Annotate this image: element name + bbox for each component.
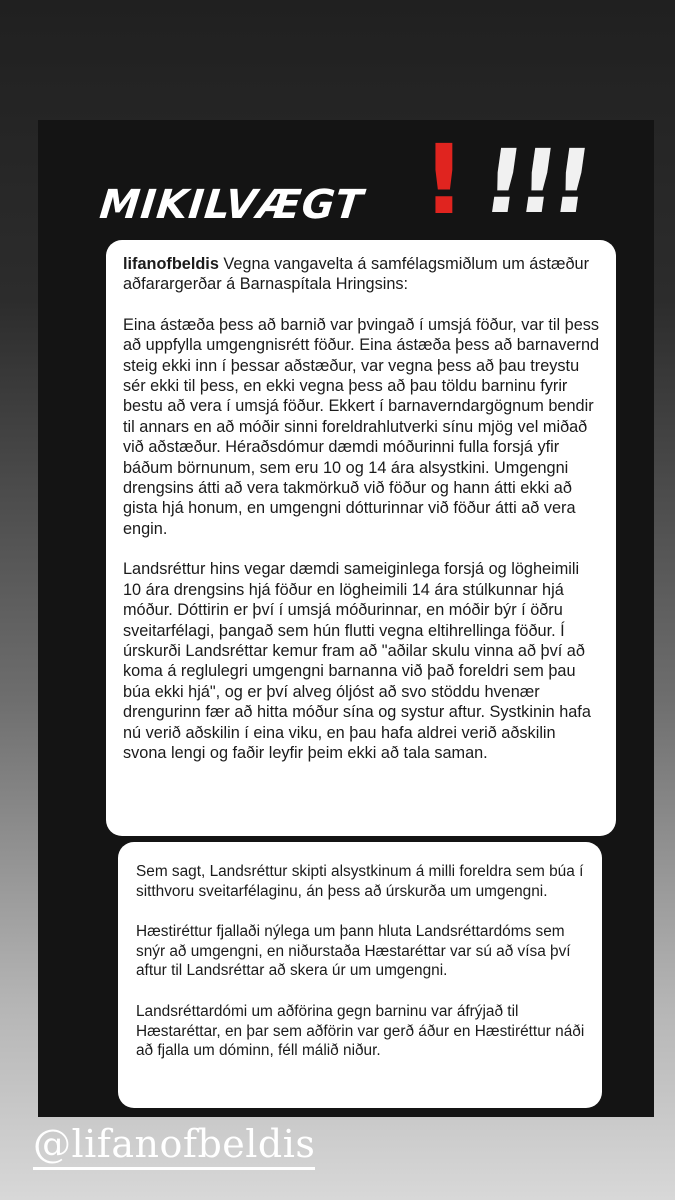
- story-post: [38, 120, 654, 1117]
- mention-sticker[interactable]: @lifanofbeldis: [33, 1122, 315, 1170]
- card2-paragraph-2: Hæstiréttur fjallaði nýlega um þann hluta Landsréttardóms sem snýr að umgengni, en niðurstaða Hæstaréttar var sú að vísa því aftur til Landsréttar að skera úr um umgengni.: [136, 923, 571, 980]
- username: lifanofbeldis: [123, 255, 219, 273]
- text-card-1: [106, 240, 616, 836]
- headline: MIKILVÆGT: [97, 182, 366, 228]
- white-exclamation-icon: !!!: [476, 130, 594, 233]
- card2-paragraph-3: Landsréttardómi um aðförina gegn barninu var áfrýjað til Hæstaréttar, en þar sem aðförin var gerð áður en Hæstiréttur náði að fjalla um dóminn, féll málið niður.: [136, 1002, 585, 1060]
- card1-intro: [123, 254, 600, 295]
- card2-paragraph-1: Sem sagt, Landsréttur skipti alsystkinum á milli foreldra sem búa í sitthvoru sveitarfélaginu, án þess að úrskurða um umgengni.: [136, 863, 584, 900]
- red-exclamation-icon: !: [422, 124, 466, 236]
- text-card-2: [118, 842, 602, 1108]
- card1-paragraph-1: Eina ástæða þess að barnið var þvingað í umsjá föður, var til þess að uppfylla umgengnisrétt föður. Eina ástæða þess að barnavernd steig ekki inn í þessar aðstæður, var vegna þess að þau treystu sér ekki til þess, en ekki vegna þess að þau töldu barninu fyrir bestu að vera í umsjá föður. Ekkert í barnaverndargögnum bendir til annars en að móðir sinni foreldrahlutverki sínu mjög vel miðað við aðstæður. Héraðsdómur dæmdi móðurinni fulla forsjá yfir báðum börnunum, sem eru 10 og 14 ára alsystkini. Umgengni drengsins átti að vera takmörkuð við föður og hann átti ekki að gista hjá honum, en umgengni dótturinnar við föður átti að vera engin.: [123, 315, 600, 538]
- card1-paragraph-2: Landsréttur hins vegar dæmdi sameiginlega forsjá og lögheimili 10 ára drengsins hjá föður en lögheimili 14 ára stúlkunnar hjá móður. Dóttirin er því í umsjá móðurinnar, en móðir býr í öðru sveitarfélagi, þangað sem hún flutti vegna eltihrellinga föður. Í úrskurði Landsréttar kemur fram að "aðilar skulu vinna að því að koma á reglulegri umgengni barnanna við það foreldri sem þau búa ekki hjá", og er því alveg óljóst að svo stöddu hvenær drengurinn fær að hitta móður sína og systur aftur. Systkinin hafa nú verið aðskilin í eina viku, en þau hafa aldrei verið aðskilin svona lengi og faðir leyfir þeim ekki að tala saman.: [123, 560, 591, 762]
- intro-text: Vegna vangavelta á samfélagsmiðlum um ástæður aðfarargerðar á Barnaspítala Hringsins:: [123, 255, 590, 294]
